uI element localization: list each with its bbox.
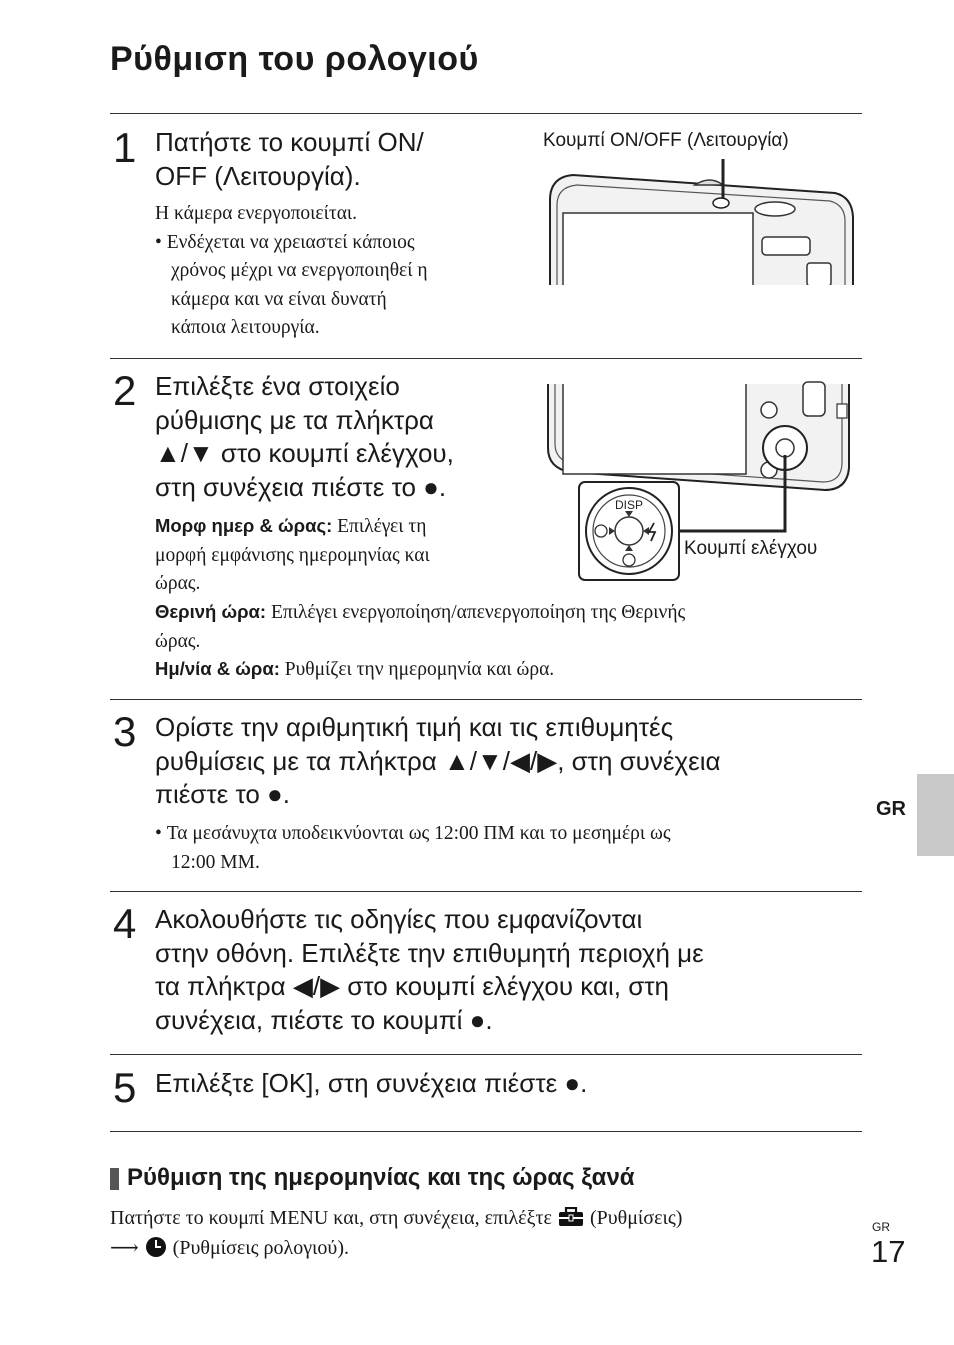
step-number: 5 — [113, 1064, 137, 1111]
toolbox-icon — [557, 1207, 585, 1227]
step-number: 4 — [113, 900, 137, 947]
heading-line: συνέχεια, πιέστε το κουμπί ●. — [155, 1004, 493, 1035]
step-5-heading — [155, 1067, 587, 1101]
page-number: 17 — [871, 1234, 906, 1269]
heading-line: ▲/▼ στο κουμπί ελέγχου, — [155, 438, 454, 468]
heading-line: Πατήστε το κουμπί ON/ — [155, 127, 424, 157]
arrow-right-icon: ⟶ — [110, 1237, 139, 1259]
step-3-heading — [155, 711, 721, 812]
clock-icon — [144, 1236, 168, 1258]
section-marker-icon — [110, 1168, 119, 1190]
divider — [110, 699, 862, 700]
heading-line: Ορίστε την αριθμητική τιμή και τις επιθυμητές — [155, 712, 674, 742]
step-number: 3 — [113, 708, 137, 755]
step-number: 2 — [113, 367, 137, 414]
step-4-heading — [155, 903, 704, 1037]
divider — [110, 358, 862, 359]
heading-line: ρύθμισης με τα πλήκτρα — [155, 404, 434, 435]
heading-line: Ακολουθήστε τις οδηγίες που εμφανίζονται — [155, 904, 643, 934]
heading-line: Επιλέξτε [OK], στη συνέχεια πιέστε ●. — [155, 1068, 588, 1098]
page-title: Ρύθμιση του ρολογιού — [110, 40, 479, 78]
language-tab-label: GR — [876, 798, 906, 820]
bullet-item: • Ενδέχεται να χρειαστεί κάποιος χρόνος μέχρι να ενεργοποιηθεί η κάμερα και να είναι δυνατή κάποια λειτουργία. — [155, 231, 428, 338]
step-1-heading — [155, 126, 424, 193]
subsection-body: Πατήστε το κουμπί MENU και, στη συνέχεια, επιλέξτε (Ρυθμίσεις) ⟶ (Ρυθμίσεις ρολογιού). — [110, 1207, 683, 1259]
divider — [110, 113, 862, 114]
footer-language: GR — [872, 1220, 890, 1234]
subsection-heading: Ρύθμιση της ημερομηνίας και της ώρας ξανά — [127, 1164, 635, 1191]
step-2-item-date-time: Ημ/νία & ώρα: Ρυθμίζει την ημερομηνία και ώρα. — [155, 658, 555, 680]
dial-disp-label: DISP — [614, 498, 644, 512]
heading-line: στην οθόνη. Επιλέξτε την επιθυμητή περιοχή με — [155, 937, 704, 968]
language-tab — [917, 774, 954, 856]
step-1-body — [155, 200, 535, 343]
heading-line: ρυθμίσεις με τα πλήκτρα ▲/▼/◀/▶, στη συνέχεια — [155, 745, 721, 776]
callout-power-button: Κουμπί ON/OFF (Λειτουργία) — [543, 130, 789, 151]
step-2-item-date-format: Μορφ ημερ & ώρας: Επιλέγει τη μορφή εμφάνισης ημερομηνίας και ώρας. — [155, 515, 430, 594]
step-number: 1 — [113, 124, 137, 171]
heading-line: OFF (Λειτουργία). — [155, 160, 361, 191]
bullet-item: • Τα μεσάνυχτα υποδεικνύονται ως 12:00 ΠΜ και το μεσημέρι ως 12:00 ΜΜ. — [155, 823, 671, 873]
step-2-heading — [155, 370, 454, 504]
heading-line: πιέστε το ●. — [155, 779, 290, 809]
divider — [110, 1131, 862, 1132]
camera-top-illustration — [545, 155, 857, 287]
heading-line: Επιλέξτε ένα στοιχείο — [155, 371, 400, 401]
divider — [110, 891, 862, 892]
divider — [110, 1054, 862, 1055]
heading-line: τα πλήκτρα ◀/▶ στο κουμπί ελέγχου και, στη — [155, 971, 669, 1001]
callout-control-button: Κουμπί ελέγχου — [684, 538, 818, 559]
step-3-body — [155, 820, 855, 877]
body-line: Η κάμερα ενεργοποιείται. — [155, 203, 358, 224]
step-2-item-daylight: Θερινή ώρα: Επιλέγει ενεργοποίηση/απενεργοποίηση της Θερινής ώρας. — [155, 601, 686, 652]
heading-line: στη συνέχεια πιέστε το ●. — [155, 471, 447, 502]
